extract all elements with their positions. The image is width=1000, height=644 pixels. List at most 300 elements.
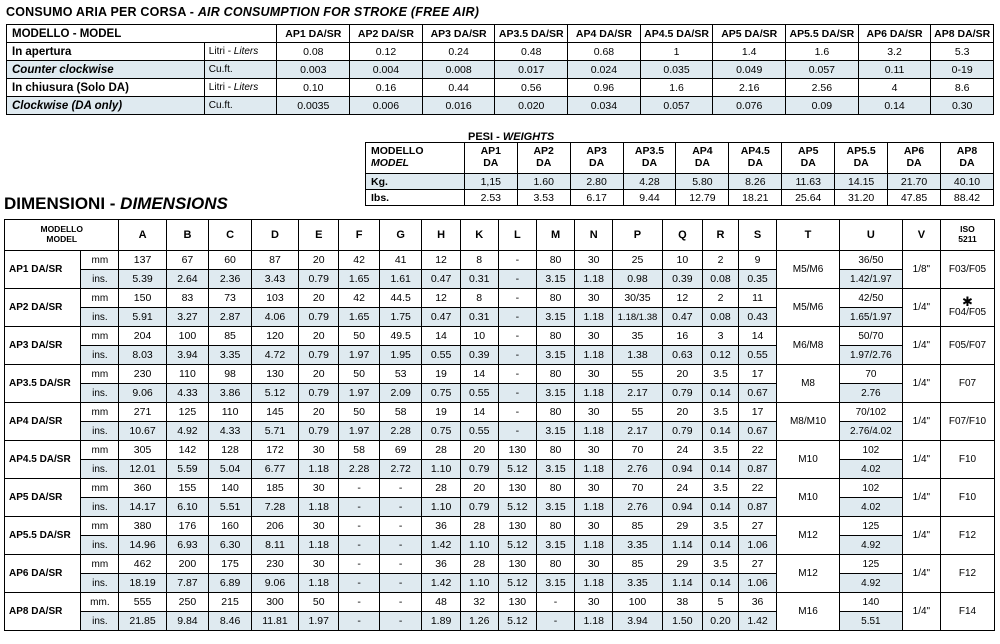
dimensions-cell: 80: [536, 327, 574, 346]
dimensions-cell: 0.79: [299, 270, 339, 289]
dimensions-unit-cell: ins.: [81, 612, 119, 631]
air-heading-en: AIR CONSUMPTION FOR STROKE (FREE AIR): [197, 5, 480, 19]
dimensions-cell: 1.42: [422, 536, 460, 555]
dimensions-cell: 1.42: [422, 574, 460, 593]
dimensions-cell: 5: [703, 593, 739, 612]
dimensions-cell: 4.72: [251, 346, 298, 365]
dimensions-cell: 1.18: [299, 574, 339, 593]
air-cell: 0.004: [350, 61, 423, 79]
dimensions-cell: 24: [662, 441, 702, 460]
air-col-header: AP3 DA/SR: [422, 25, 495, 43]
dimensions-cell: 3.5: [703, 517, 739, 536]
dimensions-cell: 30/35: [613, 289, 662, 308]
dimensions-cell: 103: [251, 289, 298, 308]
weights-header-row: [366, 143, 994, 174]
air-data-row: [7, 43, 994, 61]
dimensions-t-cell: M8: [777, 365, 840, 403]
air-cell: 1.6: [640, 79, 713, 97]
dimensions-cell: 27: [738, 555, 776, 574]
dimensions-model-cell: AP5.5 DA/SR: [5, 517, 81, 555]
dimensions-iso-cell: F12: [940, 517, 994, 555]
dimensions-iso-cell: F10: [940, 479, 994, 517]
dimensions-cell: 5.59: [166, 460, 209, 479]
dimensions-cell: 1.18: [575, 270, 613, 289]
dimensions-cell: 1.10: [460, 574, 498, 593]
dimensions-cell: 8.11: [251, 536, 298, 555]
dimensions-cell: -: [379, 593, 422, 612]
dimensions-cell: 0.14: [703, 498, 739, 517]
dimensions-cell: 2.17: [613, 422, 662, 441]
weights-heading-sep: -: [493, 131, 503, 143]
dimensions-cell: 5.12: [498, 536, 536, 555]
dimensions-cell: 5.12: [498, 460, 536, 479]
dimensions-cell: 28: [460, 517, 498, 536]
dimensions-cell: 30: [299, 441, 339, 460]
dimensions-cell: 0.79: [299, 384, 339, 403]
dimensions-cell: 67: [166, 251, 209, 270]
dimensions-unit-cell: mm: [81, 403, 119, 422]
dimensions-cell: 125: [166, 403, 209, 422]
dimensions-cell: 7.28: [251, 498, 298, 517]
dimensions-t-cell: M16: [777, 593, 840, 631]
dimensions-col-header: T: [777, 220, 840, 251]
dimensions-cell: 14: [738, 327, 776, 346]
dimensions-u-cell-top: 70/102: [839, 403, 902, 422]
dimensions-cell: 0.67: [738, 384, 776, 403]
dimensions-cell: 50: [299, 593, 339, 612]
dimensions-cell: 0.35: [738, 270, 776, 289]
dimensions-cell: 50: [339, 403, 379, 422]
dimensions-cell: 3.5: [703, 555, 739, 574]
air-col-header: AP3.5 DA/SR: [495, 25, 568, 43]
dimensions-cell: 70: [613, 441, 662, 460]
dimensions-cell: 137: [119, 251, 166, 270]
dimensions-iso-cell: F12: [940, 555, 994, 593]
dimensions-iso-cell: F03/F05: [940, 251, 994, 289]
dimensions-cell: 14: [422, 327, 460, 346]
dimensions-iso-cell: F07/F10: [940, 403, 994, 441]
weights-cell: 18.21: [729, 190, 782, 206]
dimensions-model-cell: AP5 DA/SR: [5, 479, 81, 517]
dimensions-col-header: G: [379, 220, 422, 251]
dimensions-cell: 360: [119, 479, 166, 498]
dimensions-cell: 8: [460, 251, 498, 270]
dimensions-cell: 0.94: [662, 460, 702, 479]
dimensions-cell: 0.55: [422, 346, 460, 365]
dimensions-cell: 2.17: [613, 384, 662, 403]
dimensions-cell: 2.36: [209, 270, 252, 289]
dimensions-cell: 36: [422, 517, 460, 536]
dimensions-col-header: A: [119, 220, 166, 251]
dimensions-cell: 24: [662, 479, 702, 498]
dimensions-row-mm: [5, 251, 995, 270]
dimensions-cell: 1.06: [738, 574, 776, 593]
dimensions-unit-cell: ins.: [81, 460, 119, 479]
dimensions-cell: 1.18: [299, 498, 339, 517]
dimensions-u-cell-top: 102: [839, 479, 902, 498]
dimensions-thread-cell: 1/4": [902, 517, 940, 555]
dimensions-cell: -: [498, 270, 536, 289]
dimensions-cell: 206: [251, 517, 298, 536]
weights-col-header: AP2 DA: [517, 143, 570, 174]
dimensions-col-header: Q: [662, 220, 702, 251]
dimensions-thread-cell: 1/4": [902, 479, 940, 517]
dimensions-row-ins: [5, 270, 995, 289]
dimensions-cell: 120: [251, 327, 298, 346]
dimensions-cell: 8.46: [209, 612, 252, 631]
air-row-unit: Cu.ft.: [204, 97, 277, 115]
dimensions-col-header: R: [703, 220, 739, 251]
weights-cell: 14.15: [835, 174, 888, 190]
dimensions-cell: 130: [498, 593, 536, 612]
dimensions-cell: 53: [379, 365, 422, 384]
dimensions-t-cell: M5/M6: [777, 289, 840, 327]
air-data-row: [7, 97, 994, 115]
dimensions-cell: 80: [536, 365, 574, 384]
dimensions-cell: 0.39: [460, 346, 498, 365]
dimensions-t-cell: M10: [777, 441, 840, 479]
weights-cell: 1.60: [517, 174, 570, 190]
air-cell: 0.006: [350, 97, 423, 115]
dimensions-cell: 3.35: [613, 574, 662, 593]
weights-cell: 25.64: [782, 190, 835, 206]
dimensions-heading-it: DIMENSIONI: [4, 194, 106, 213]
dimensions-cell: 0.39: [662, 270, 702, 289]
dimensions-cell: 5.51: [209, 498, 252, 517]
dimensions-cell: 145: [251, 403, 298, 422]
dimensions-cell: 30: [575, 555, 613, 574]
dimensions-cell: 8: [460, 289, 498, 308]
dimensions-u-cell-bottom: 2.76: [839, 384, 902, 403]
dimensions-cell: 150: [119, 289, 166, 308]
dimensions-cell: 300: [251, 593, 298, 612]
dimensions-cell: -: [498, 384, 536, 403]
dimensions-cell: 0.94: [662, 498, 702, 517]
dimensions-cell: 3.5: [703, 403, 739, 422]
dimensions-t-cell: M10: [777, 479, 840, 517]
dimensions-cell: 0.08: [703, 308, 739, 327]
dimensions-cell: -: [536, 612, 574, 631]
dimensions-col-header: C: [209, 220, 252, 251]
dimensions-cell: 10: [662, 251, 702, 270]
air-cell: 0.11: [858, 61, 931, 79]
dimensions-cell: 0.87: [738, 498, 776, 517]
dimensions-cell: 12: [662, 289, 702, 308]
dimensions-row-mm: [5, 517, 995, 536]
dimensions-cell: 3.15: [536, 498, 574, 517]
dimensions-cell: -: [339, 498, 379, 517]
dimensions-cell: 5.39: [119, 270, 166, 289]
dimensions-cell: 1.18: [575, 460, 613, 479]
dimensions-cell: 0.87: [738, 460, 776, 479]
dimensions-cell: 1.18: [575, 574, 613, 593]
dimensions-cell: 3.43: [251, 270, 298, 289]
dimensions-cell: 30: [575, 593, 613, 612]
air-cell: 0.48: [495, 43, 568, 61]
dimensions-cell: 2: [703, 289, 739, 308]
dimensions-cell: 36: [738, 593, 776, 612]
dimensions-cell: 185: [251, 479, 298, 498]
dimensions-table: [4, 219, 995, 631]
weights-cell: 4.28: [623, 174, 676, 190]
dimensions-cell: -: [379, 479, 422, 498]
dimensions-unit-cell: ins.: [81, 422, 119, 441]
dimensions-cell: 2.28: [339, 460, 379, 479]
dimensions-row-ins: [5, 460, 995, 479]
dimensions-cell: 14.96: [119, 536, 166, 555]
dimensions-header-row: [5, 220, 995, 251]
air-cell: 0.30: [931, 97, 994, 115]
weights-col-header: AP8 DA: [941, 143, 994, 174]
dimensions-cell: -: [498, 327, 536, 346]
dimensions-cell: 6.30: [209, 536, 252, 555]
dimensions-cell: 305: [119, 441, 166, 460]
dimensions-col-header: V: [902, 220, 940, 251]
dimensions-cell: 1.61: [379, 270, 422, 289]
dimensions-cell: 0.31: [460, 270, 498, 289]
dimensions-cell: 50: [339, 327, 379, 346]
air-heading-sep: -: [186, 5, 198, 19]
air-cell: 0.024: [568, 61, 641, 79]
dimensions-model-cell: AP3 DA/SR: [5, 327, 81, 365]
dimensions-cell: 172: [251, 441, 298, 460]
air-col-header: AP5 DA/SR: [713, 25, 786, 43]
dimensions-cell: 6.77: [251, 460, 298, 479]
dimensions-cell: 1.42: [738, 612, 776, 631]
dimensions-cell: 30: [575, 327, 613, 346]
dimensions-cell: 0.14: [703, 574, 739, 593]
dimensions-unit-cell: mm: [81, 517, 119, 536]
dimensions-col-header: K: [460, 220, 498, 251]
weights-col-header: AP5 DA: [782, 143, 835, 174]
air-col-header: AP2 DA/SR: [350, 25, 423, 43]
dimensions-unit-cell: ins.: [81, 270, 119, 289]
dimensions-cell: 3.94: [166, 346, 209, 365]
dimensions-cell: 41: [379, 251, 422, 270]
air-data-row: [7, 61, 994, 79]
weights-cell: 2.80: [570, 174, 623, 190]
dimensions-cell: -: [379, 612, 422, 631]
dimensions-cell: 5.12: [251, 384, 298, 403]
dimensions-cell: 17: [738, 365, 776, 384]
dimensions-cell: 2.76: [613, 498, 662, 517]
dimensions-cell: 30: [575, 365, 613, 384]
dimensions-cell: 6.93: [166, 536, 209, 555]
dimensions-cell: 50: [339, 365, 379, 384]
dimensions-cell: 10: [460, 327, 498, 346]
dimensions-thread-cell: 1/4": [902, 327, 940, 365]
dimensions-iso-cell: F05/F07: [940, 327, 994, 365]
dimensions-cell: 9: [738, 251, 776, 270]
dimensions-cell: 42: [339, 251, 379, 270]
dimensions-unit-cell: ins.: [81, 498, 119, 517]
dimensions-thread-cell: 1/4": [902, 441, 940, 479]
dimensions-cell: 250: [166, 593, 209, 612]
dimensions-cell: 3.15: [536, 422, 574, 441]
dimensions-cell: 32: [460, 593, 498, 612]
dimensions-cell: 5.12: [498, 574, 536, 593]
dimensions-cell: 0.98: [613, 270, 662, 289]
dimensions-cell: 2.87: [209, 308, 252, 327]
dimensions-cell: -: [379, 498, 422, 517]
dimensions-cell: 110: [209, 403, 252, 422]
dimensions-cell: 3.27: [166, 308, 209, 327]
dimensions-cell: 7.87: [166, 574, 209, 593]
air-cell: 0.017: [495, 61, 568, 79]
dimensions-cell: -: [498, 308, 536, 327]
dimensions-u-cell-top: 70: [839, 365, 902, 384]
dimensions-u-cell-top: 42/50: [839, 289, 902, 308]
dimensions-cell: 20: [460, 441, 498, 460]
weights-cell: 88.42: [941, 190, 994, 206]
dimensions-u-cell-top: 50/70: [839, 327, 902, 346]
dimensions-col-header: P: [613, 220, 662, 251]
dimensions-cell: 14: [460, 403, 498, 422]
weights-cell: 11.63: [782, 174, 835, 190]
dimensions-cell: -: [379, 555, 422, 574]
dimensions-cell: 155: [166, 479, 209, 498]
dimensions-cell: -: [498, 365, 536, 384]
weights-table: [365, 142, 994, 206]
air-cell: 3.2: [858, 43, 931, 61]
dimensions-cell: 1.65: [339, 270, 379, 289]
dimensions-model-cell: AP6 DA/SR: [5, 555, 81, 593]
dimensions-unit-cell: mm: [81, 555, 119, 574]
dimensions-row-ins: [5, 422, 995, 441]
dimensions-cell: 11.81: [251, 612, 298, 631]
dimensions-cell: 230: [251, 555, 298, 574]
dimensions-row-ins: [5, 498, 995, 517]
air-cell: 0.56: [495, 79, 568, 97]
dimensions-cell: 140: [209, 479, 252, 498]
dimensions-cell: 3.35: [613, 536, 662, 555]
dimensions-cell: -: [498, 289, 536, 308]
dimensions-cell: 0.75: [422, 422, 460, 441]
air-cell: 0.14: [858, 97, 931, 115]
dimensions-cell: 69: [379, 441, 422, 460]
dimensions-cell: 1.97: [299, 612, 339, 631]
dimensions-cell: 30: [575, 251, 613, 270]
dimensions-cell: 80: [536, 555, 574, 574]
dimensions-heading: [4, 194, 228, 214]
dimensions-cell: 110: [166, 365, 209, 384]
dimensions-model-cell: AP4.5 DA/SR: [5, 441, 81, 479]
air-cell: 0.035: [640, 61, 713, 79]
dimensions-col-header: L: [498, 220, 536, 251]
dimensions-row-ins: [5, 308, 995, 327]
dimensions-row-mm: [5, 479, 995, 498]
dimensions-cell: 2.09: [379, 384, 422, 403]
dimensions-cell: 30: [575, 441, 613, 460]
weights-row-label: Ibs.: [366, 190, 465, 206]
air-model-header: MODELLO - MODEL: [7, 25, 277, 43]
dimensions-t-cell: M12: [777, 555, 840, 593]
dimensions-cell: 2.64: [166, 270, 209, 289]
dimensions-cell: 0.67: [738, 422, 776, 441]
dimensions-cell: 230: [119, 365, 166, 384]
dimensions-cell: 0.55: [460, 384, 498, 403]
dimensions-cell: 85: [613, 517, 662, 536]
dimensions-row-mm: [5, 441, 995, 460]
dimensions-iso-header: ISO 5211: [940, 220, 994, 251]
air-row-label: Clockwise (DA only): [7, 97, 205, 115]
dimensions-cell: 1.14: [662, 536, 702, 555]
dimensions-cell: 27: [738, 517, 776, 536]
dimensions-model-header: MODELLO MODEL: [5, 220, 119, 251]
air-col-header: AP5.5 DA/SR: [786, 25, 859, 43]
dimensions-cell: 0.75: [422, 384, 460, 403]
dimensions-cell: 44.5: [379, 289, 422, 308]
dimensions-cell: 25: [613, 251, 662, 270]
air-col-header: AP8 DA/SR: [931, 25, 994, 43]
dimensions-cell: 100: [166, 327, 209, 346]
dimensions-cell: 3.5: [703, 441, 739, 460]
dimensions-cell: -: [339, 574, 379, 593]
air-cell: 0.09: [786, 97, 859, 115]
dimensions-cell: 80: [536, 517, 574, 536]
dimensions-cell: 1.18: [575, 612, 613, 631]
dimensions-cell: -: [498, 403, 536, 422]
dimensions-cell: 30: [575, 403, 613, 422]
dimensions-cell: 4.33: [166, 384, 209, 403]
dimensions-cell: 0.79: [460, 460, 498, 479]
dimensions-col-header: U: [839, 220, 902, 251]
dimensions-row-ins: [5, 346, 995, 365]
dimensions-model-cell: AP2 DA/SR: [5, 289, 81, 327]
weights-data-row: [366, 174, 994, 190]
dimensions-cell: 0.43: [738, 308, 776, 327]
air-consumption-heading: [6, 5, 479, 19]
dimensions-t-cell: M6/M8: [777, 327, 840, 365]
dimensions-cell: 5.12: [498, 612, 536, 631]
dimensions-cell: 4.33: [209, 422, 252, 441]
dimensions-cell: 1.97: [339, 346, 379, 365]
dimensions-cell: 30: [299, 517, 339, 536]
dimensions-cell: 20: [299, 251, 339, 270]
dimensions-row-mm: [5, 403, 995, 422]
weights-heading-en: WEIGHTS: [502, 131, 555, 143]
air-cell: 0.44: [422, 79, 495, 97]
dimensions-cell: 204: [119, 327, 166, 346]
dimensions-cell: 38: [662, 593, 702, 612]
dimensions-col-header: B: [166, 220, 209, 251]
dimensions-cell: 0.08: [703, 270, 739, 289]
dimensions-unit-cell: mm: [81, 251, 119, 270]
dimensions-cell: 1.10: [422, 498, 460, 517]
air-cell: 0.68: [568, 43, 641, 61]
dimensions-cell: -: [339, 517, 379, 536]
dimensions-cell: 85: [613, 555, 662, 574]
dimensions-u-cell-top: 102: [839, 441, 902, 460]
dimensions-col-header: N: [575, 220, 613, 251]
dimensions-t-cell: M12: [777, 517, 840, 555]
dimensions-cell: 1.18: [575, 346, 613, 365]
dimensions-cell: 0.63: [662, 346, 702, 365]
air-cell: 0.008: [422, 61, 495, 79]
dimensions-u-cell-top: 36/50: [839, 251, 902, 270]
air-cell: 0.057: [640, 97, 713, 115]
dimensions-cell: 4.92: [166, 422, 209, 441]
dimensions-col-header: M: [536, 220, 574, 251]
dimensions-cell: 271: [119, 403, 166, 422]
air-cell: 1.6: [786, 43, 859, 61]
weights-cell: 2.53: [464, 190, 517, 206]
dimensions-cell: 1.10: [422, 460, 460, 479]
dimensions-cell: -: [379, 517, 422, 536]
dimensions-cell: 130: [498, 517, 536, 536]
air-heading-it: CONSUMO ARIA PER CORSA: [6, 5, 187, 19]
dimensions-u-cell-bottom: 4.02: [839, 460, 902, 479]
